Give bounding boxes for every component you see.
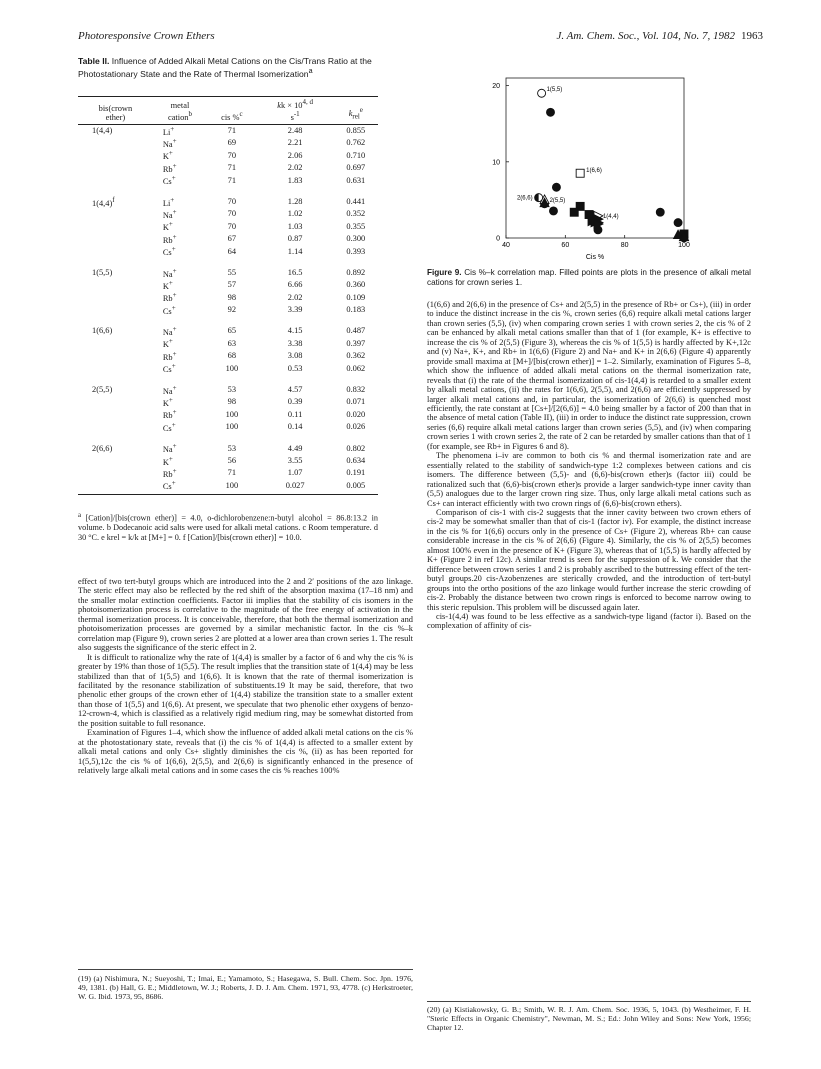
cell-cis: 100 — [207, 479, 256, 494]
cell-compound — [78, 455, 153, 467]
cell-cation: Cs+ — [162, 362, 176, 375]
cell-compound: 2(5,5) — [92, 385, 113, 395]
table-row — [78, 220, 378, 232]
cell-krel: 0.634 — [346, 455, 366, 465]
cell-cation: Na+ — [162, 266, 177, 279]
right-paragraph: Comparison of cis-1 with cis-2 suggests that the inner cavity between two crown ethers of cis-2 may be somewhat smaller than that of cis-1 (factor iv). For example, the distinct increase in the cis % for 1(6,6) occurs only in the presence of Cs+ (Figure 2), whereas Rb+ can cause considerable increase in the cis % of 2(6,6) (Figure 4). Similarly, the cis % of 2(5,5) becomes almost 100% even in the presence of K+ (Figure 3), whereas that of 1(5,5) is hardly affected by K+ (Figure 2 in ref 12c). A similar trend is seen for the suppression of k. We consider that the difference between crown series 1 and 2 is probably ascribed to the buttressing effect of the tert-butyl groups.20 cis-Azobenzenes are sterically crowded, and the introduction of tert-butyl groups into the ortho positions of the azo linkage would further increase the steric crowding of cis-2. Probably the distance between two crown rings is enforced to become narrow owing to this steric repulsion. This problem will be discussed again later. — [427, 507, 751, 612]
cell-k: 1.02 — [287, 209, 303, 219]
cell-krel: 0.062 — [346, 363, 366, 373]
cell-krel: 0.109 — [346, 292, 366, 302]
y-tick-label: 0 — [496, 235, 500, 243]
cell-k: 16.5 — [287, 267, 303, 277]
page-number: 1963 — [741, 30, 763, 42]
cell-cis: 98 — [227, 292, 237, 302]
table-row — [78, 316, 378, 337]
point-label: 2(5,5) — [549, 197, 566, 204]
cell-krel: 0.362 — [346, 351, 366, 361]
x-axis-label: Cis % — [585, 254, 605, 261]
table-row — [78, 455, 378, 467]
cell-k: 0.39 — [287, 397, 303, 407]
cell-k: 0.53 — [287, 363, 303, 373]
cell-k: 0.87 — [287, 234, 303, 244]
footnote-20: (20) (a) Kistiakowsky, G. B.; Smith, W. R. J. Am. Chem. Soc. 1936, 5, 1043. (b) Westheimer, F. H. "Steric Effects in Organic Chemistry", Newman, M. S.; Ed.: John Wiley and Sons: New York, 1956; Chapter 12. — [427, 1005, 751, 1032]
cell-cis: 100 — [225, 409, 239, 419]
footnote-19: (19) (a) Nishimura, N.; Sueyoshi, T.; Imai, E.; Yamamoto, S.; Hasegawa, S. Bull. Chem. Soc. Jpn. 1976, 49, 1381. (b) Hall, G. E.; Middletown, W. J.; Roberts, J. D. J. Am. Chem. 1971, 93, 4778. (c) Herkstroeter, W. G. Ibid. 1973, 95, 8686. — [78, 974, 413, 1001]
cell-cis: 71 — [227, 468, 237, 478]
cell-cation: K+ — [162, 149, 173, 162]
col-header-compound: bis(crown ether) — [78, 97, 153, 123]
cell-cation: K+ — [162, 278, 173, 291]
point-1(5,5) — [547, 108, 555, 116]
cell-cation: Cs+ — [162, 420, 176, 433]
table-row — [78, 174, 378, 186]
point-1(6,6) — [570, 208, 578, 216]
x-tick-label: 80 — [620, 242, 629, 249]
cell-cation: K+ — [162, 454, 173, 467]
cell-cation: Na+ — [162, 136, 177, 149]
cell-compound — [78, 245, 153, 257]
footnote-rule-right — [427, 1001, 751, 1002]
cell-k: 3.38 — [287, 338, 303, 348]
table-row — [78, 137, 378, 149]
cell-cation: Na+ — [162, 442, 177, 454]
cell-k: 4.15 — [287, 326, 303, 336]
cell-cis: 70 — [227, 221, 237, 231]
cell-cis: 71 — [227, 125, 237, 135]
right-paragraph: (1(6,6) and 2(6,6) in the presence of Cs+ and 2(5,5) in the presence of Rb+ or Cs+), (iii) in order to induce the distinct increase in the cis %, crown series (6,6) require alkali metal cations larger than crown series (5,5), (iv) when comparing crown series 1 with crown series 2, the cis % of 2 can be enhanced by alkali metal cations smaller than that of 1 (for example, K+ is effective to increase the cis % of 2(5,5) (Figure 3), whereas the cis % of 1(5,5) is hardly affected by K+,12c and (v) Na+, K+, and Rb+ in 1(6,6) (Figure 2) and Na+ and K+ in 2(6,6) (Figure 4) apparently provide small maxima at [M+]/[bis(crown ether)] = 1–2. Similarly, examination of Figures 5–8, which show the influence of added alkali metal cations on the thermal isomerization rate, reveals that (i) the rate of the thermal isomerization of cis-1(4,4) is retarded to a smaller extent by alkali metal cations, (ii) the rates for 1(6,6), 2(5,5), and 2(6,6) are efficiently suppressed by larger alkali metal cations and, in particular, the isomerization of 2(6,6) is quenched most efficiently, the rate constant at [Cs+]/[2(6,6)] = 4.0 being smaller by a factor of 200 than that in the absence of metal cation (Table II), (iii) in order to induce the distinct rate suppression, crown series (6,6) require alkali metal cations larger than crown series (5,5), and (iv) when comparing crown series 1 with crown series 2, the rate of 2 can be retarded by smaller cations than that of 1 (for example, see Rb+ in Figures 6 and 8). — [427, 300, 751, 451]
cell-cis: 68 — [227, 351, 237, 361]
cell-krel: 0.071 — [346, 397, 366, 407]
cell-compound — [78, 408, 153, 420]
cell-krel: 0.026 — [346, 422, 366, 432]
cell-compound — [78, 396, 153, 408]
cell-cis: 53 — [227, 385, 237, 395]
cell-krel: 0.832 — [346, 385, 366, 395]
cell-krel: 0.892 — [346, 267, 366, 277]
journal-citation: J. Am. Chem. Soc., Vol. 104, No. 7, 1982 — [556, 30, 735, 42]
col-header-cis: cis %$^c$ — [207, 97, 256, 123]
table-caption-text: Influence of Added Alkali Metal Cations on the Cis/Trans Ratio at the Photostationary State and the Rate of Thermal Isomerization — [78, 56, 372, 79]
cell-cation: Na+ — [162, 325, 177, 337]
table-row — [78, 187, 378, 208]
table-row — [78, 337, 378, 349]
cell-cis: 63 — [227, 338, 237, 348]
cell-k: 2.02 — [287, 163, 303, 173]
cell-cis: 69 — [227, 138, 237, 148]
cell-krel: 0.710 — [346, 150, 366, 160]
figure-caption-text: Cis %–k correlation map. Filled points are plots in the presence of alkali metal cations for crown series 1. — [427, 268, 751, 287]
cell-k: 1.03 — [287, 221, 303, 231]
cell-cis: 53 — [227, 443, 237, 453]
cell-cis: 92 — [227, 305, 237, 315]
cell-compound: $1(4,4)^f$ — [92, 195, 115, 208]
cell-compound: 1(6,6) — [92, 326, 113, 336]
cell-cation: Rb+ — [162, 408, 177, 421]
cell-cation: Cs+ — [162, 174, 176, 186]
cell-cis: 64 — [227, 246, 237, 256]
cell-k: 2.02 — [287, 292, 303, 302]
cell-compound — [78, 291, 153, 303]
table-row — [78, 362, 378, 374]
cell-compound — [78, 174, 153, 186]
cell-cis: 67 — [227, 234, 237, 244]
cell-cis: 55 — [227, 267, 237, 277]
cell-cis: 71 — [227, 163, 237, 173]
cell-k: 4.49 — [287, 443, 303, 453]
cell-k: 1.14 — [287, 246, 303, 256]
cell-krel: 0.393 — [346, 246, 366, 256]
cell-krel: 0.441 — [346, 196, 366, 206]
table-row — [78, 149, 378, 161]
cell-cation: Rb+ — [162, 466, 177, 479]
body-right-column — [427, 300, 751, 631]
table-row — [78, 479, 378, 494]
cell-cation: Na+ — [162, 383, 177, 396]
point-1(5,5) — [656, 208, 664, 216]
cell-k: 1.28 — [287, 196, 303, 206]
cell-krel: 0.855 — [346, 125, 366, 135]
cell-cation: K+ — [162, 396, 173, 408]
cell-compound — [78, 421, 153, 433]
cell-compound — [78, 337, 153, 349]
x-tick-label: 100 — [678, 242, 690, 249]
cell-compound — [78, 162, 153, 174]
cell-compound — [78, 350, 153, 362]
table-row — [78, 279, 378, 291]
x-tick-label: 60 — [561, 242, 570, 249]
figure-label: Figure 9. — [427, 268, 462, 277]
cell-cation: Li+ — [162, 195, 175, 208]
cell-cation: Li+ — [162, 124, 175, 137]
table-row — [78, 124, 378, 137]
cell-k: 2.48 — [287, 125, 303, 135]
cell-krel: 0.762 — [346, 138, 366, 148]
cell-compound: 1(4,4) — [92, 125, 113, 135]
cell-krel: 0.300 — [346, 234, 366, 244]
table-row — [78, 396, 378, 408]
cell-cation: Rb+ — [162, 349, 177, 362]
x-tick-label: 40 — [502, 242, 510, 249]
point-label: 1(4,4) — [602, 213, 619, 220]
table-row — [78, 408, 378, 420]
figure-caption — [427, 268, 751, 287]
left-paragraph: Examination of Figures 1–4, which show the influence of added alkali metal cations on the cis % at the photostationary state, reveals that (i) the cis % of 1(4,4) is affected to a smaller extent by alkali metal cations and only Cs+ slightly diminishes the cis %, (ii) as has been reported for 1(5,5),12c the cis % of 1(6,6), 2(5,5), and 2(6,6) is significantly enhanced in the presence of relatively large alkali metal cations and in some cases the cis % reaches 100% — [78, 728, 413, 776]
cell-cation: K+ — [162, 337, 173, 350]
cell-krel: 0.352 — [346, 209, 366, 219]
cell-cis: 57 — [227, 280, 237, 290]
col-header-krel: $k_{rel}^e$ — [334, 97, 378, 123]
figure-9 — [470, 70, 700, 270]
cell-krel: 0.487 — [346, 326, 366, 336]
scatter-chart — [470, 70, 700, 270]
table-row — [78, 162, 378, 174]
cell-k: 2.06 — [287, 150, 303, 160]
cell-compound — [78, 149, 153, 161]
cell-krel: 0.631 — [346, 175, 366, 185]
cell-krel: 0.802 — [346, 443, 366, 453]
cell-cation: Cs+ — [162, 245, 176, 257]
point-label: 1(5,5) — [546, 87, 563, 94]
table-row — [78, 233, 378, 245]
table-caption-sup: a — [308, 67, 313, 75]
cell-cation: Cs+ — [162, 303, 176, 316]
running-header-title: Photoresponsive Crown Ethers — [78, 30, 215, 42]
cell-krel: 0.191 — [346, 468, 366, 478]
point-1(5,5) — [538, 89, 546, 97]
table-row — [78, 375, 378, 396]
cell-k: 3.39 — [287, 305, 303, 315]
cell-krel: 0.360 — [346, 280, 366, 290]
cell-k: 1.83 — [287, 175, 303, 185]
point-1(5,5) — [674, 219, 682, 227]
left-paragraph: It is difficult to rationalize why the rate of 1(4,4) is smaller by a factor of 6 and why the cis % is greater by 19% than those of 1(5,5). The result implies that the transition state of 1(4,4) may be less stabilized than that of 1(5,5) and 1(6,6). It is known that the rate of thermal isomerization is facilitated by the resonance stabilization of substituents.19 It may be said, therefore, that two phenolic ether groups of the crown ether of 1(4,4) stabilize the transition state to a smaller extent than those of 1(5,5) and 1(6,6). At present, we speculate that two phenolic ether oxygens of benzo-12-crown-4, which is classified as a relatively rigid medium ring, may be somewhat distorted from the position suitable to full resonance. — [78, 652, 413, 728]
cell-krel: 0.355 — [346, 221, 366, 231]
table-footnote: $^a$ [Cation]/[bis(crown ether)] = 4.0, o-dichlorobenzene:n-butyl alcohol = 86.8:13.2 in volume. b Dodecanoic acid salts were used for alkali metal cations. c Room temperature. d 30 °C. e krel = k/k at [M+] = 0. f [Cation]/[bis(crown ether)] = 10.0. — [78, 512, 378, 542]
y-tick-label: 20 — [492, 83, 500, 91]
table-row — [78, 350, 378, 362]
cell-cation: K+ — [162, 220, 173, 233]
left-paragraph: effect of two tert-butyl groups which are introduced into the 2 and 2′ positions of the azo linkage. The steric effect may also be reflected by the red shift of the absorption maxima (17–18 nm) and the smaller molar extinction coefficients. Factor iii implies that the stability of cis isomers in the photoisomerization process is correlative to the magnitude of the free energy of activation in the thermal isomerization process. It is conceivable, therefore, that both the thermal isomerization and photoisomerization processes are governed by a similar mechanistic factor. In the cis %–k correlation map (Figure 9), crown series 2 are plotted at a lower area than crown series 1. The result also suggests the significance of the steric effect in 2. — [78, 577, 413, 653]
cell-k: 2.21 — [287, 138, 303, 148]
cell-krel: 0.020 — [346, 409, 366, 419]
right-paragraph: The phenomena i–iv are common to both cis % and thermal isomerization rate and are essentially related to the stability of sandwich-type 1:2 complexes between cations and cis isomers. The difference between (5,5)- and (6,6)-bis(crown ether)s (factor iii) could be rationalized such that (6,6)-bis(crown ether)s provide a larger sandwich-type inner cavity than (5,5) analogues due to the larger crown ring size. Thus, only large alkali metal cations such as Cs+ can interact efficiently with two crown rings of (6,6)-bis(crown ethers). — [427, 451, 751, 508]
point-1(5,5) — [552, 183, 560, 191]
table-row — [78, 258, 378, 279]
cell-compound: 2(6,6) — [92, 443, 113, 453]
cell-cis: 56 — [227, 455, 237, 465]
table-row — [78, 467, 378, 479]
table-row — [78, 433, 378, 454]
cell-compound — [78, 467, 153, 479]
point-label: 1(6,6) — [586, 168, 602, 175]
cell-cis: 65 — [227, 326, 237, 336]
cell-cis: 70 — [227, 150, 237, 160]
cell-compound — [78, 304, 153, 316]
table-row — [78, 304, 378, 316]
cell-k: 0.027 — [257, 479, 334, 494]
right-paragraph: cis-1(4,4) was found to be less effective as a sandwich-type ligand (factor i). Based on the complexation of affinity of cis- — [427, 611, 751, 631]
cell-compound — [78, 233, 153, 245]
cell-cation: Cs+ — [153, 479, 207, 494]
cell-k: 1.07 — [287, 468, 303, 478]
table-label: Table II. — [78, 56, 110, 66]
data-table — [78, 96, 378, 495]
cell-cis: 100 — [225, 363, 239, 373]
table-row — [78, 291, 378, 303]
point-1(6,6) — [576, 169, 584, 177]
cell-krel: 0.183 — [346, 305, 366, 315]
cell-cation: Rb+ — [162, 161, 177, 174]
cell-compound — [78, 479, 153, 494]
body-left-column — [78, 577, 413, 776]
y-tick-label: 10 — [492, 159, 500, 167]
cell-cis: 98 — [227, 397, 237, 407]
cell-compound — [78, 137, 153, 149]
cell-cation: Na+ — [162, 207, 177, 220]
cell-k: 3.55 — [287, 455, 303, 465]
cell-krel: 0.397 — [346, 338, 366, 348]
cell-krel: 0.005 — [334, 479, 378, 494]
cell-cis: 100 — [225, 422, 239, 432]
col-header-k: kk × $10^{4, d}$ $s^{-1}$ — [257, 97, 334, 123]
point-label: 2(6,6) — [516, 195, 533, 202]
cell-compound — [78, 362, 153, 374]
table-row — [78, 208, 378, 220]
table-row — [78, 245, 378, 257]
cell-k: 0.14 — [287, 422, 303, 432]
cell-compound — [78, 220, 153, 232]
footnote-rule-left — [78, 969, 413, 970]
running-header-journal — [556, 30, 763, 42]
cell-cis: 70 — [227, 196, 237, 206]
cell-k: 0.11 — [287, 409, 303, 419]
cell-krel: 0.697 — [346, 163, 366, 173]
cell-k: 6.66 — [287, 280, 303, 290]
cell-compound: 1(5,5) — [92, 267, 113, 277]
table-row — [78, 421, 378, 433]
cell-cis: 70 — [227, 209, 237, 219]
cell-compound — [78, 208, 153, 220]
cell-cation: Rb+ — [162, 291, 177, 304]
cell-cis: 71 — [227, 175, 237, 185]
point-2(6,6) — [549, 207, 557, 215]
col-header-cation: metal cation$^b$ — [153, 97, 207, 123]
cell-cation: Rb+ — [162, 232, 177, 245]
cell-k: 3.08 — [287, 351, 303, 361]
cell-compound — [78, 279, 153, 291]
table-caption — [78, 56, 378, 79]
cell-k: 4.57 — [287, 385, 303, 395]
